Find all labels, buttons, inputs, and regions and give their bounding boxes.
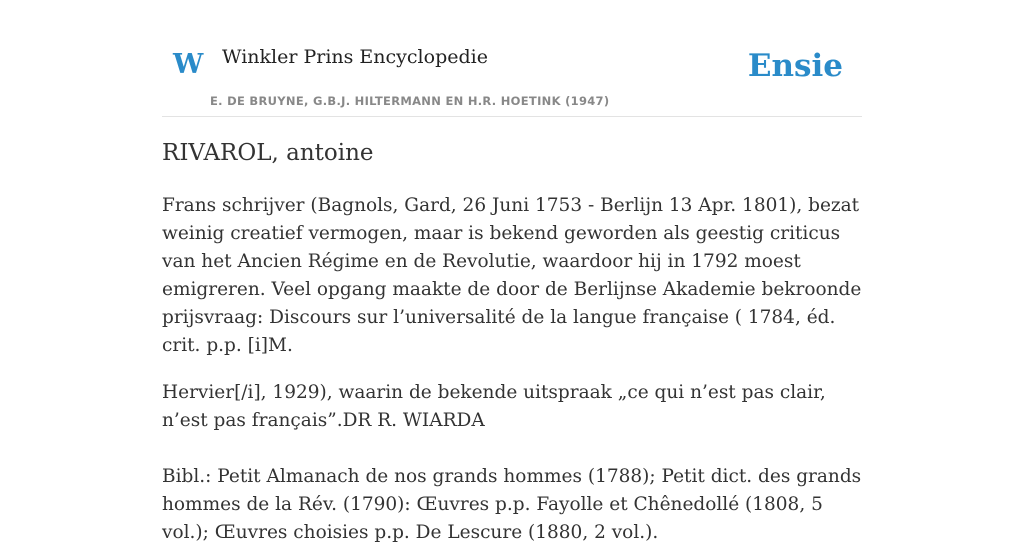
authors-credit: E. DE BRUYNE, G.B.J. HILTERMANN EN H.R. HOETINK (1947) — [210, 94, 610, 108]
brand-logo[interactable]: Ensie — [747, 48, 843, 84]
bibliography-paragraph: Bibl.: Petit Almanach de nos grands hommes (1788); Petit dict. des grands hommes de la Rév. (1790): Œuvres p.p. Fayolle et Chênedollé (1808, 5 vol.); Œuvres choisies p.p. De Lescure (1880, 2 vol.). — [162, 466, 862, 543]
logo-icon[interactable]: W — [173, 49, 204, 80]
entry-paragraph: Hervier[/i], 1929), waarin de bekende uitspraak „ce qui n’est pas clair, n’est pas français”.DR R. WIARDA — [162, 382, 826, 431]
site-header — [162, 0, 862, 117]
entry-content — [162, 192, 862, 547]
entry-title: RIVAROL, antoine — [162, 140, 374, 166]
entry-paragraph: Frans schrijver (Bagnols, Gard, 26 Juni 1753 - Berlijn 13 Apr. 1801), bezat weinig creatief vermogen, maar is bekend geworden als geestig criticus van het Ancien Régime en de Revolutie, waardoor hij in 1792 moest emigreren. Veel opgang maakte de door de Berlijnse Akademie bekroonde prijsvraag: Discours sur l’universalité de la langue française ( 1784, éd. crit. p.p. [i]M. — [162, 195, 862, 356]
site-title[interactable]: Winkler Prins Encyclopedie — [222, 46, 488, 68]
